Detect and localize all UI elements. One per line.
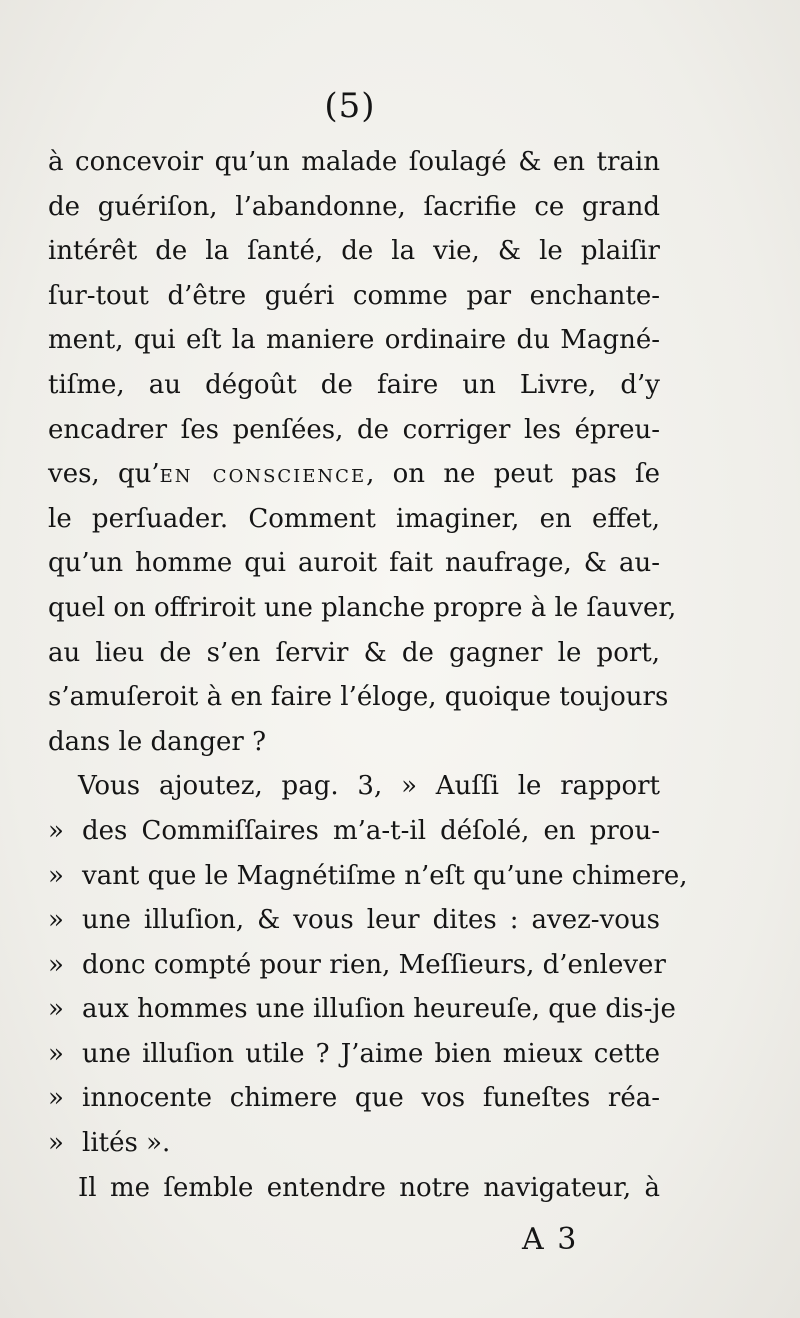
- quote-mark: »: [48, 994, 64, 1025]
- text-line: au lieu de s’en ſervir & de gagner le port,: [48, 637, 660, 668]
- text-segment: ves, qu’: [48, 459, 160, 490]
- text-line: qu’un homme qui auroit fait naufrage, & au-: [48, 548, 660, 579]
- text-line: quel on offriroit une planche propre à le ſauver,: [48, 592, 677, 623]
- quoted-text: vant que le Magnétiſme n’eſt qu’une chimere,: [82, 860, 688, 891]
- text-line: s’amuſeroit à en faire l’éloge, quoique toujours: [48, 682, 669, 713]
- quote-mark: »: [48, 815, 64, 846]
- text-line: [48, 452, 660, 497]
- text-line: [48, 987, 676, 1032]
- quoted-text: innocente chimere que vos funeſtes réa-: [82, 1083, 660, 1114]
- quoted-text: une illuſion, & vous leur dites : avez-vous: [82, 905, 660, 936]
- text-line: le perſuader. Comment imaginer, en effet,: [48, 503, 660, 534]
- text-line: encadrer ſes penſées, de corriger les épreu-: [48, 414, 660, 445]
- text-line: Il me ſemble entendre notre navigateur, à: [78, 1172, 660, 1203]
- text-segment: , on ne peut pas ſe: [366, 459, 660, 490]
- quoted-text: une illuſion utile ? J’aime bien mieux cette: [82, 1038, 660, 1069]
- text-line: [48, 1076, 660, 1121]
- text-line: ment, qui eſt la maniere ordinaire du Magné-: [48, 325, 660, 356]
- quote-mark: »: [48, 905, 64, 936]
- text-line: Vous ajoutez, pag. 3, » Auſſi le rapport: [78, 771, 660, 802]
- text-line: de guériſon, l’abandonne, ſacrifie ce grand: [48, 191, 660, 222]
- quoted-text: aux hommes une illuſion heureuſe, que dis-je: [82, 994, 676, 1025]
- text-line: dans le danger ?: [48, 726, 267, 757]
- body-text: [48, 140, 688, 1210]
- text-line: [48, 898, 660, 943]
- quoted-text: des Commiſſaires m’a-t-il déſolé, en prou-: [82, 815, 660, 846]
- text-line: tiſme, au dégoût de faire un Livre, d’y: [48, 369, 660, 400]
- quote-mark: »: [48, 1083, 64, 1114]
- text-line: à concevoir qu’un malade ſoulagé & en train: [48, 147, 660, 177]
- quoted-text: donc compté pour rien, Meſſieurs, d’enlever: [82, 949, 666, 980]
- text-line: [48, 1032, 660, 1077]
- text-line: intérêt de la ſanté, de la vie, & le plaiſir: [48, 236, 660, 267]
- quote-mark: »: [48, 949, 64, 980]
- quoted-text: lités ».: [82, 1128, 171, 1159]
- signature-mark: A 3: [522, 1222, 579, 1257]
- quote-mark: »: [48, 1128, 64, 1159]
- text-line: [48, 1121, 660, 1166]
- text-line: ſur-tout d’être guéri comme par enchante-: [48, 280, 660, 311]
- quote-mark: »: [48, 860, 64, 891]
- page-number: (5): [324, 86, 376, 126]
- text-line: [48, 943, 666, 988]
- text-line: [48, 809, 660, 854]
- text-line: [48, 854, 688, 899]
- quote-mark: »: [48, 1038, 64, 1069]
- small-caps-phrase: en conscience: [159, 459, 367, 490]
